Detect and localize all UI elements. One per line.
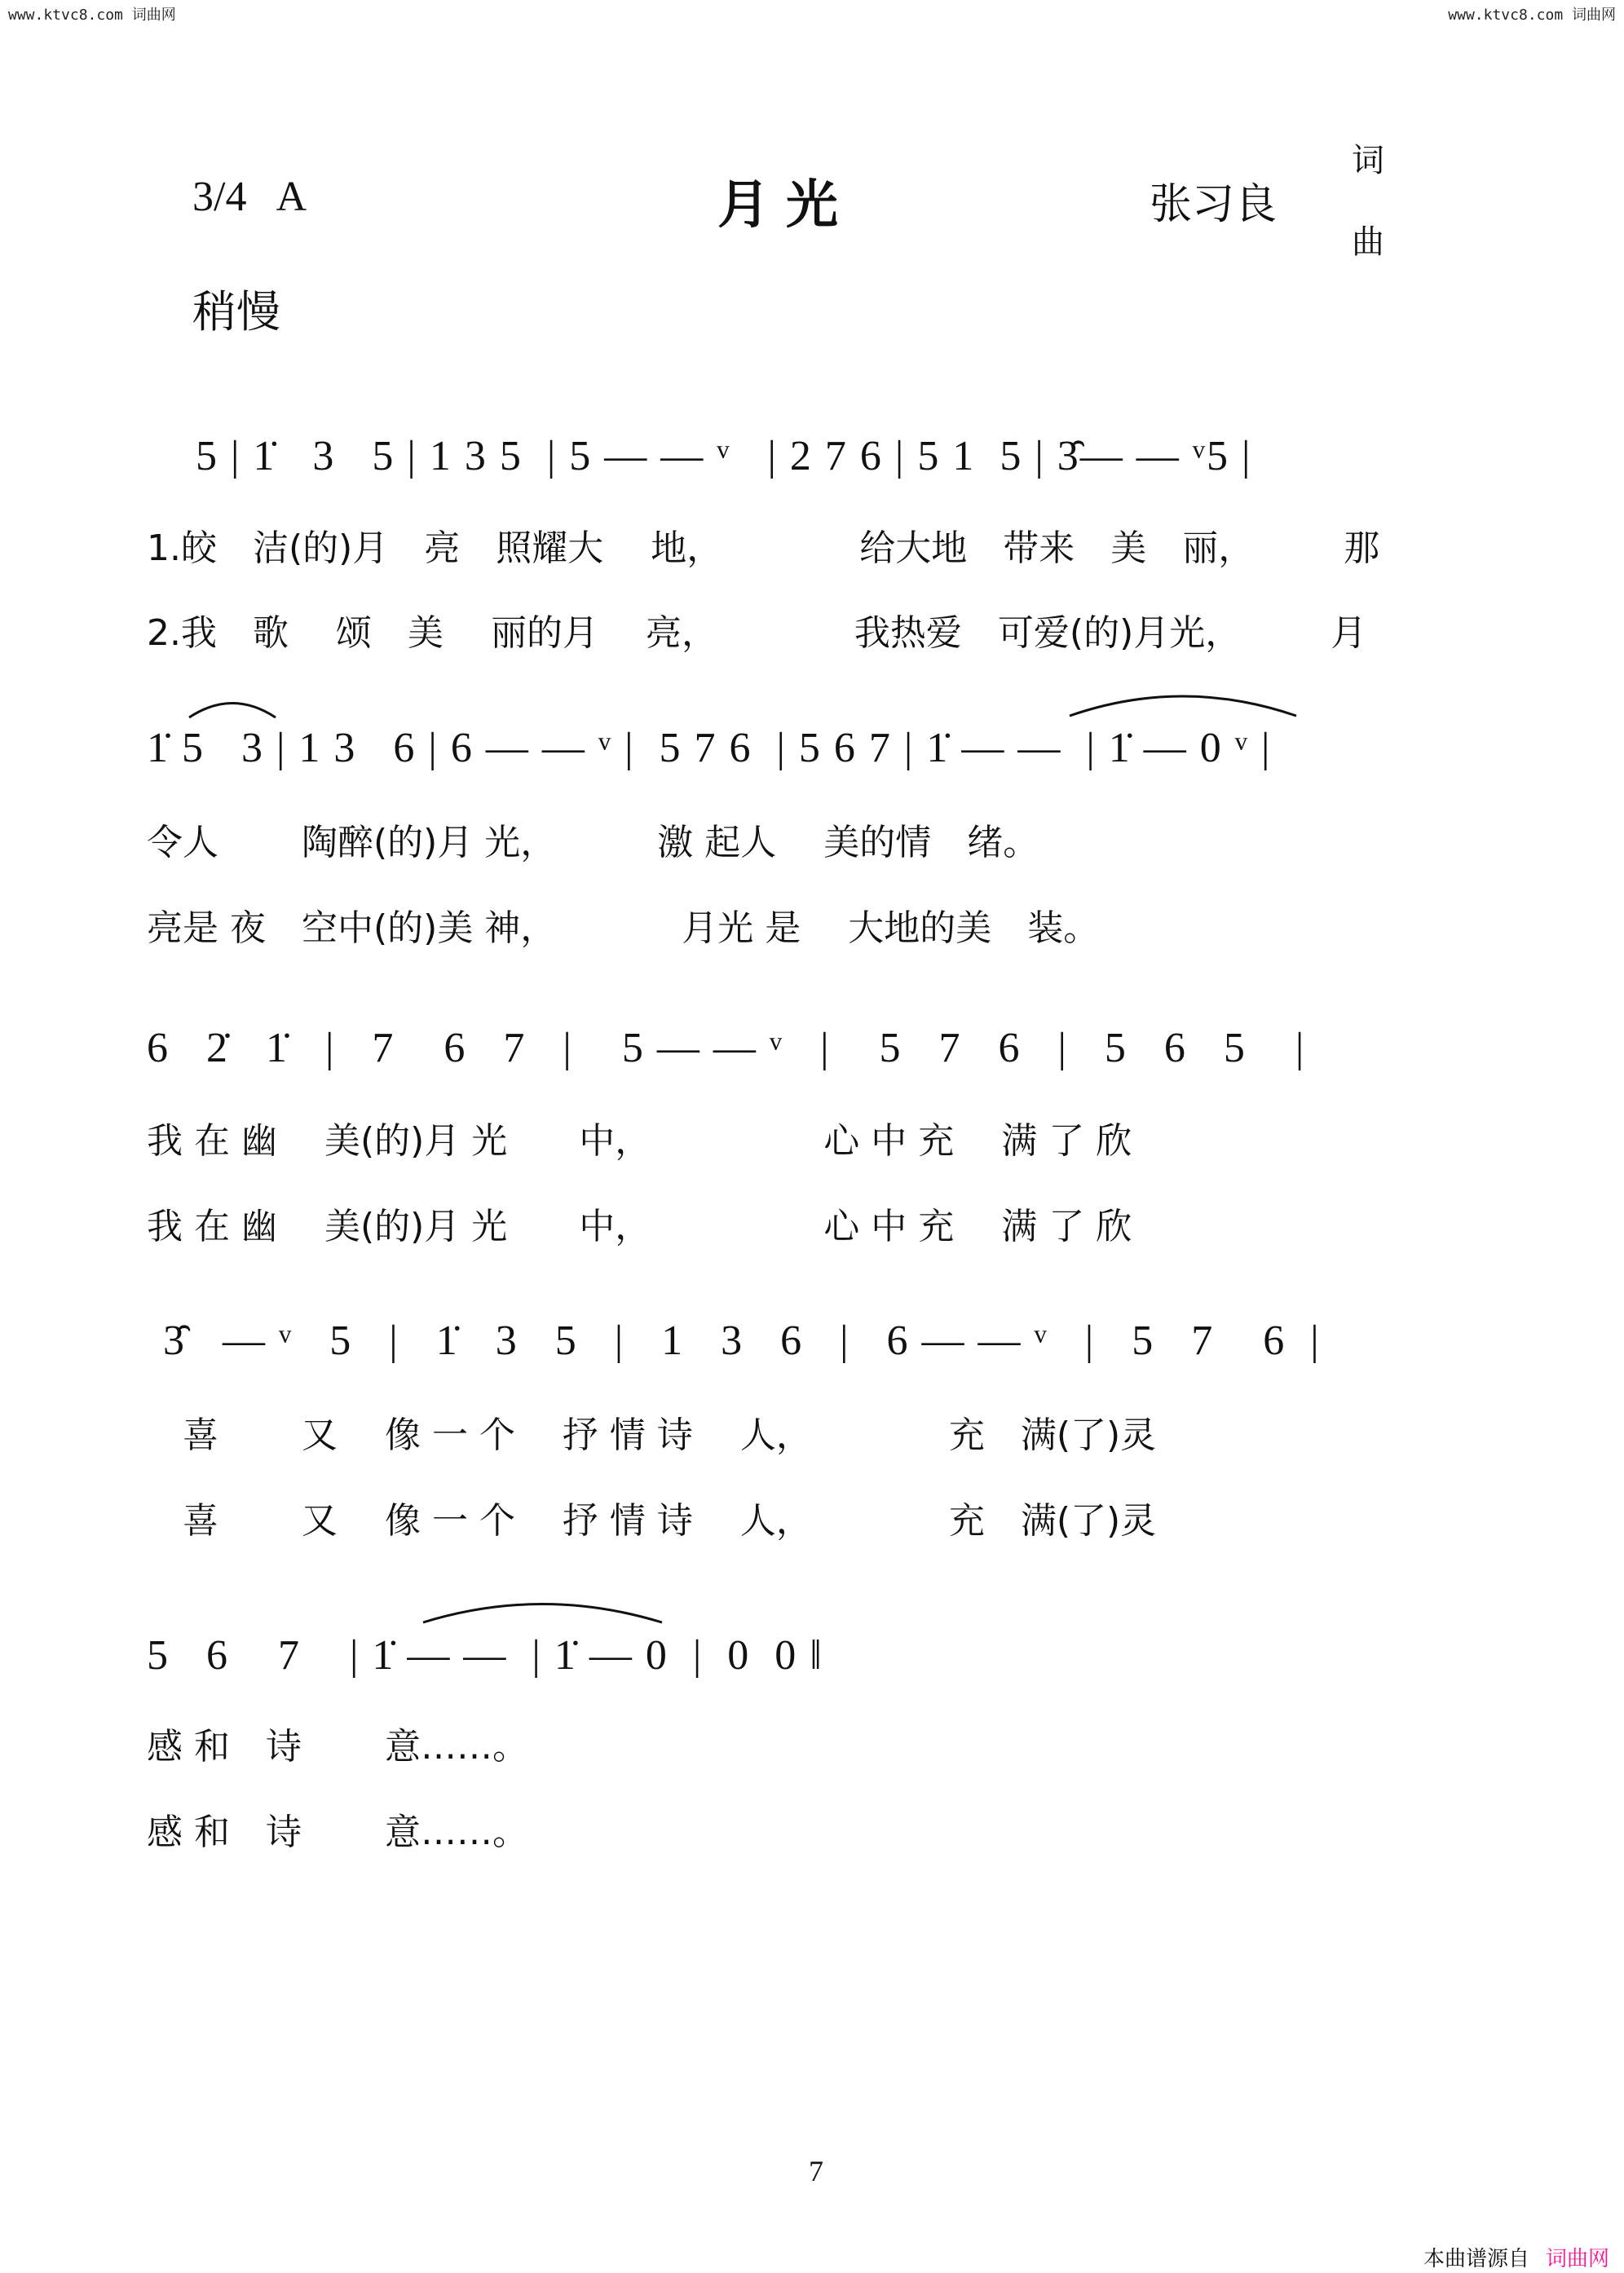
lyrics-verse1-line-4: 喜 又 像 一 个 抒 情 诗 人， 充 满(了)灵 [147, 1415, 1157, 1456]
tie-arc [423, 1604, 662, 1623]
watermark-left: www.ktvc8.com 词曲网 [8, 7, 176, 24]
lyrics-verse1-line-1: 1.皎 洁(的)月 亮 照耀大 地， 给大地 带来 美 丽， 那 [147, 527, 1380, 569]
notation-line-2: 1̇ 5 3 | 1 3 6 | 6 — — ᵛ | 5 7 6 | 5 6 7 | 1̇ — — | 1̇ — 0 ᵛ | [147, 725, 1272, 771]
lyrics-verse2-line-3: 我 在 幽 美(的)月 光 中， 心 中 充 满 了 欣 [147, 1206, 1132, 1247]
source-footer [1423, 2242, 1609, 2272]
notation-line-3: 6 2̇ 1̇ | 7 6 7 | 5 — — ᵛ | 5 7 6 | 5 6 5 | [147, 1025, 1306, 1071]
credit-lyrics: 词 [1352, 142, 1384, 179]
source-brand-link[interactable]: 词曲网 [1545, 2247, 1609, 2271]
lyrics-verse1-line-5: 感 和 诗 意……。 [147, 1726, 528, 1768]
lyrics-verse2-line-4: 喜 又 像 一 个 抒 情 诗 人， 充 满(了)灵 [147, 1500, 1157, 1542]
author-name: 张习良 [1150, 182, 1278, 228]
notation-line-5: 5 6 7 | 1̇ — — | 1̇ — 0 | 0 0 ‖ [147, 1632, 823, 1679]
meter-key: 3/4 A [192, 174, 307, 220]
tie-arc [1070, 696, 1296, 716]
credit-music: 曲 [1352, 223, 1384, 261]
source-label: 本曲谱源自 [1423, 2247, 1529, 2271]
slur-arc [189, 704, 276, 718]
lyrics-verse1-line-3: 我 在 幽 美(的)月 光 中， 心 中 充 满 了 欣 [147, 1120, 1132, 1162]
page-number: 7 [809, 2155, 823, 2187]
tempo-marking: 稍慢 [192, 286, 280, 338]
notation-line-4: 3̑ — ᵛ 5 | 1̇ 3 5 | 1 3 6 | 6 — — ᵛ | 5 7 6 | [163, 1317, 1321, 1364]
notation-line-1: 5 | 1̇ 3 5 | 1 3 5 | 5 — — ᵛ | 2 7 6 | 5 1 5 | 3̑— — ᵛ5 | [196, 433, 1252, 479]
lyrics-verse2-line-2: 亮是 夜 空中(的)美 神， 月光 是 大地的美 装。 [147, 907, 1100, 949]
lyrics-verse2-line-5: 感 和 诗 意……。 [147, 1812, 528, 1853]
lyrics-verse1-line-2: 令人 陶醉(的)月 光， 激 起人 美的情 绪。 [147, 822, 1039, 863]
song-title: 月光 [717, 174, 854, 236]
lyrics-verse2-line-1: 2.我 歌 颂 美 丽的月 亮， 我热爱 可爱(的)月光， 月 [147, 612, 1367, 654]
watermark-right: www.ktvc8.com 词曲网 [1448, 7, 1616, 24]
